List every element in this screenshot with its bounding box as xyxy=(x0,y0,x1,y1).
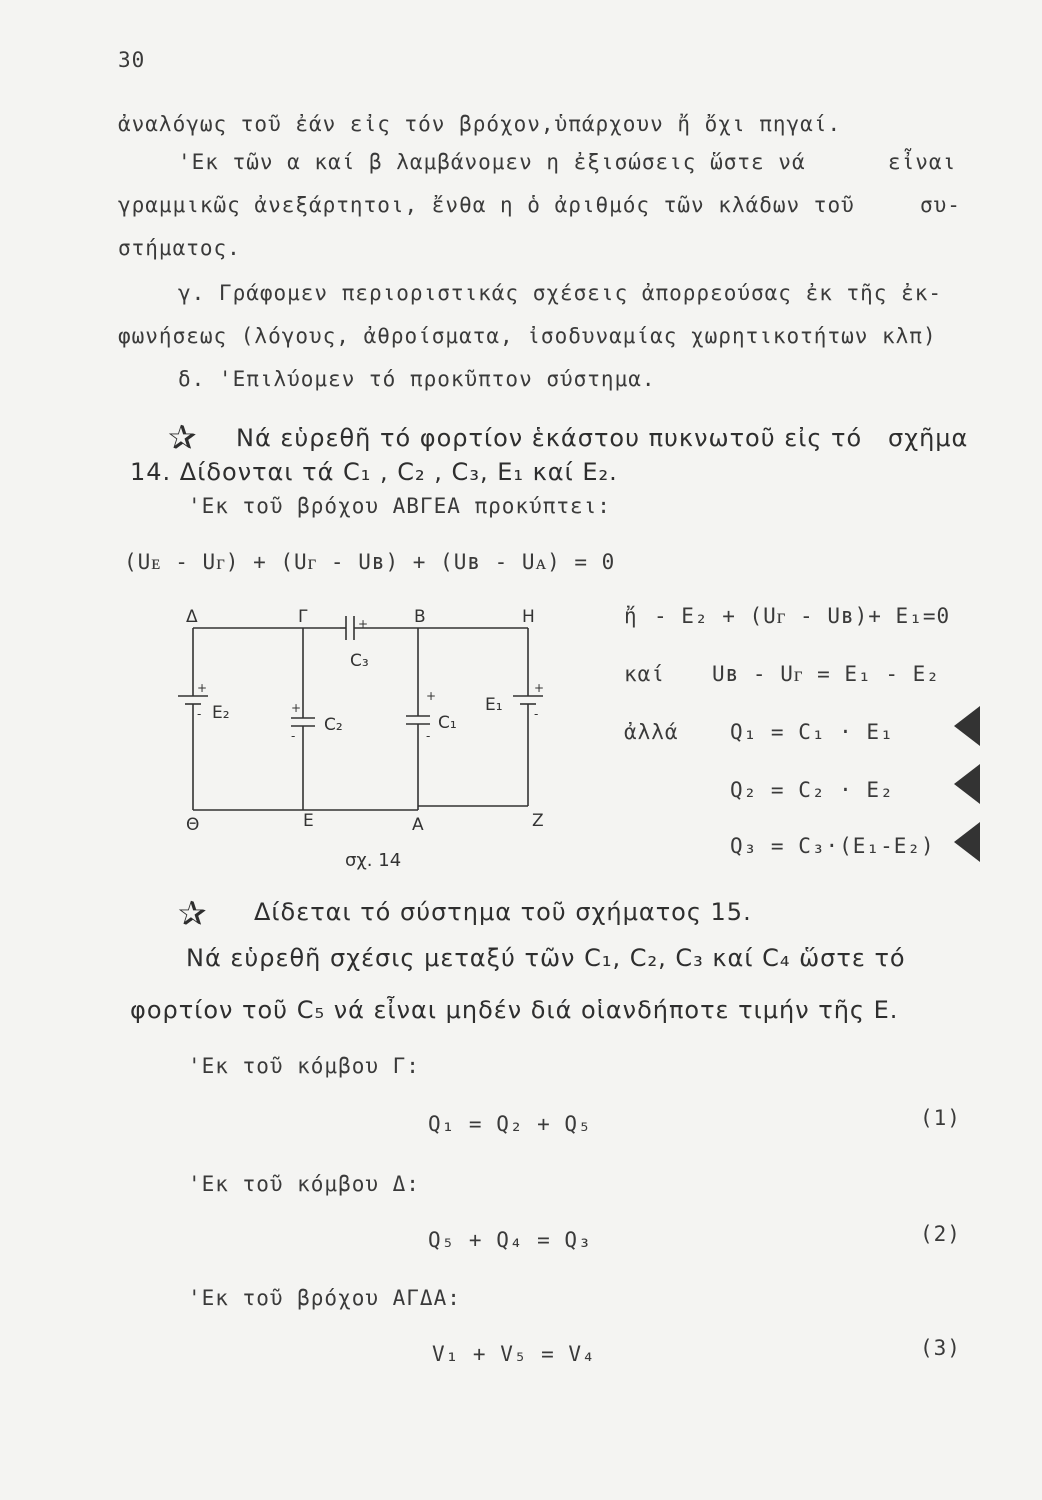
star-icon: ✰ xyxy=(178,894,207,934)
label-e1: E₁ xyxy=(485,695,503,715)
label-e2: E₂ xyxy=(212,703,230,723)
plus-sign: + xyxy=(197,681,208,695)
intro-line-2a: 'Εκ τῶν α καί β λαμβάνομεν η ἐξισώσεις ὥστε νά xyxy=(178,150,806,174)
node-a: Α xyxy=(412,815,424,835)
eq-or: - E₂ + (Uᴦ - Uʙ)+ E₁=0 xyxy=(654,604,951,628)
label-c3: C₃ xyxy=(350,651,369,671)
plus-sign: + xyxy=(358,617,369,631)
eq-or-label: ἤ xyxy=(624,604,638,628)
margin-marker-triangle xyxy=(954,822,980,862)
eq-q1: Q₁ = C₁ · E₁ xyxy=(730,720,894,744)
problem14-line-2: 14. Δίδονται τά C₁ , C₂ , C₃, E₁ καί E₂. xyxy=(130,458,618,486)
margin-marker-triangle xyxy=(954,764,980,804)
minus-sign: - xyxy=(291,729,296,743)
figure-caption: σχ. 14 xyxy=(345,850,402,871)
problem15-line-2: Νά εὑρεθῆ σχέσις μεταξύ τῶν C₁, C₂, C₃ καί C₄ ὥστε τό xyxy=(186,944,906,972)
label-c1: C₁ xyxy=(438,713,457,733)
intro-line-5: γ. Γράφομεν περιοριστικάς σχέσεις ἀπορρεούσας ἐκ τῆς ἐκ- xyxy=(178,281,943,305)
loop-equation: (Uᴇ - Uᴦ) + (Uᴦ - Uʙ) + (Uʙ - Uᴀ) = 0 xyxy=(124,550,616,574)
plus-sign: + xyxy=(534,681,545,695)
eq-q2: Q₂ = C₂ · E₂ xyxy=(730,778,894,802)
intro-line-3b: συ- xyxy=(920,193,961,217)
plus-sign: + xyxy=(291,701,302,715)
minus-sign: - xyxy=(197,707,202,721)
loop-intro: 'Εκ τοῦ βρόχου ΑΒΓΕΑ προκύπτει: xyxy=(188,494,611,518)
minus-sign: - xyxy=(534,707,539,721)
intro-line-6: φωνήσεως (λόγους, ἀθροίσματα, ἰσοδυναμίας χωρητικοτήτων κλπ) xyxy=(118,324,937,348)
page-number: 30 xyxy=(118,48,146,72)
node-b: Β xyxy=(414,607,426,627)
eq-but-label: ἀλλά xyxy=(624,720,679,744)
problem15-line-3: φορτίον τοῦ C₅ νά εἶναι μηδέν διά οἱανδήποτε τιμήν τῆς Ε. xyxy=(130,996,899,1024)
label-c2: C₂ xyxy=(324,715,343,735)
equation-3: V₁ + V₅ = V₄ xyxy=(432,1342,596,1366)
node-delta: Δ xyxy=(186,607,198,627)
node-g-heading: 'Εκ τοῦ κόμβου Γ: xyxy=(188,1054,420,1078)
equation-1-number: (1) xyxy=(920,1106,961,1130)
intro-line-4: στήματος. xyxy=(118,236,241,260)
node-gamma: Γ xyxy=(298,607,308,627)
circuit-diagram-fig14 xyxy=(160,600,580,880)
problem15-line-1: Δίδεται τό σύστημα τοῦ σχήματος 15. xyxy=(254,898,752,926)
minus-sign: - xyxy=(426,729,431,743)
intro-line-3a: γραμμικῶς ἀνεξάρτητοι, ἔνθα η ὁ ἀριθμός τῶν κλάδων τοῦ xyxy=(118,193,855,217)
star-icon: ✰ xyxy=(168,418,197,458)
loop-agda-heading: 'Εκ τοῦ βρόχου ΑΓΔΑ: xyxy=(188,1286,461,1310)
equation-1: Q₁ = Q₂ + Q₅ xyxy=(428,1112,592,1136)
margin-marker-triangle xyxy=(954,706,980,746)
eq-q3: Q₃ = C₃·(E₁-E₂) xyxy=(730,834,935,858)
equation-2-number: (2) xyxy=(920,1222,961,1246)
equation-2: Q₅ + Q₄ = Q₃ xyxy=(428,1228,592,1252)
node-d-heading: 'Εκ τοῦ κόμβου Δ: xyxy=(188,1172,420,1196)
intro-line-2b: εἶναι xyxy=(888,150,957,174)
eq-and: Uʙ - Uᴦ = E₁ - E₂ xyxy=(712,662,940,686)
node-theta: Θ xyxy=(186,815,200,835)
intro-line-7: δ. 'Επιλύομεν τό προκῦπτον σύστημα. xyxy=(178,367,656,391)
problem14-line-1a: Νά εὑρεθῆ τό φορτίον ἑκάστου πυκνωτοῦ εἰς τό xyxy=(236,424,863,452)
node-e: Ε xyxy=(303,811,314,831)
problem14-line-1b: σχῆμα xyxy=(888,424,969,452)
node-z: Ζ xyxy=(532,811,544,831)
node-h: Η xyxy=(522,607,535,627)
eq-and-label: καί xyxy=(624,662,665,686)
plus-sign: + xyxy=(426,689,437,703)
intro-line-1: ἀναλόγως τοῦ ἐάν εἰς τόν βρόχον,ὑπάρχουν ἤ ὄχι πηγαί. xyxy=(118,112,842,136)
equation-3-number: (3) xyxy=(920,1336,961,1360)
